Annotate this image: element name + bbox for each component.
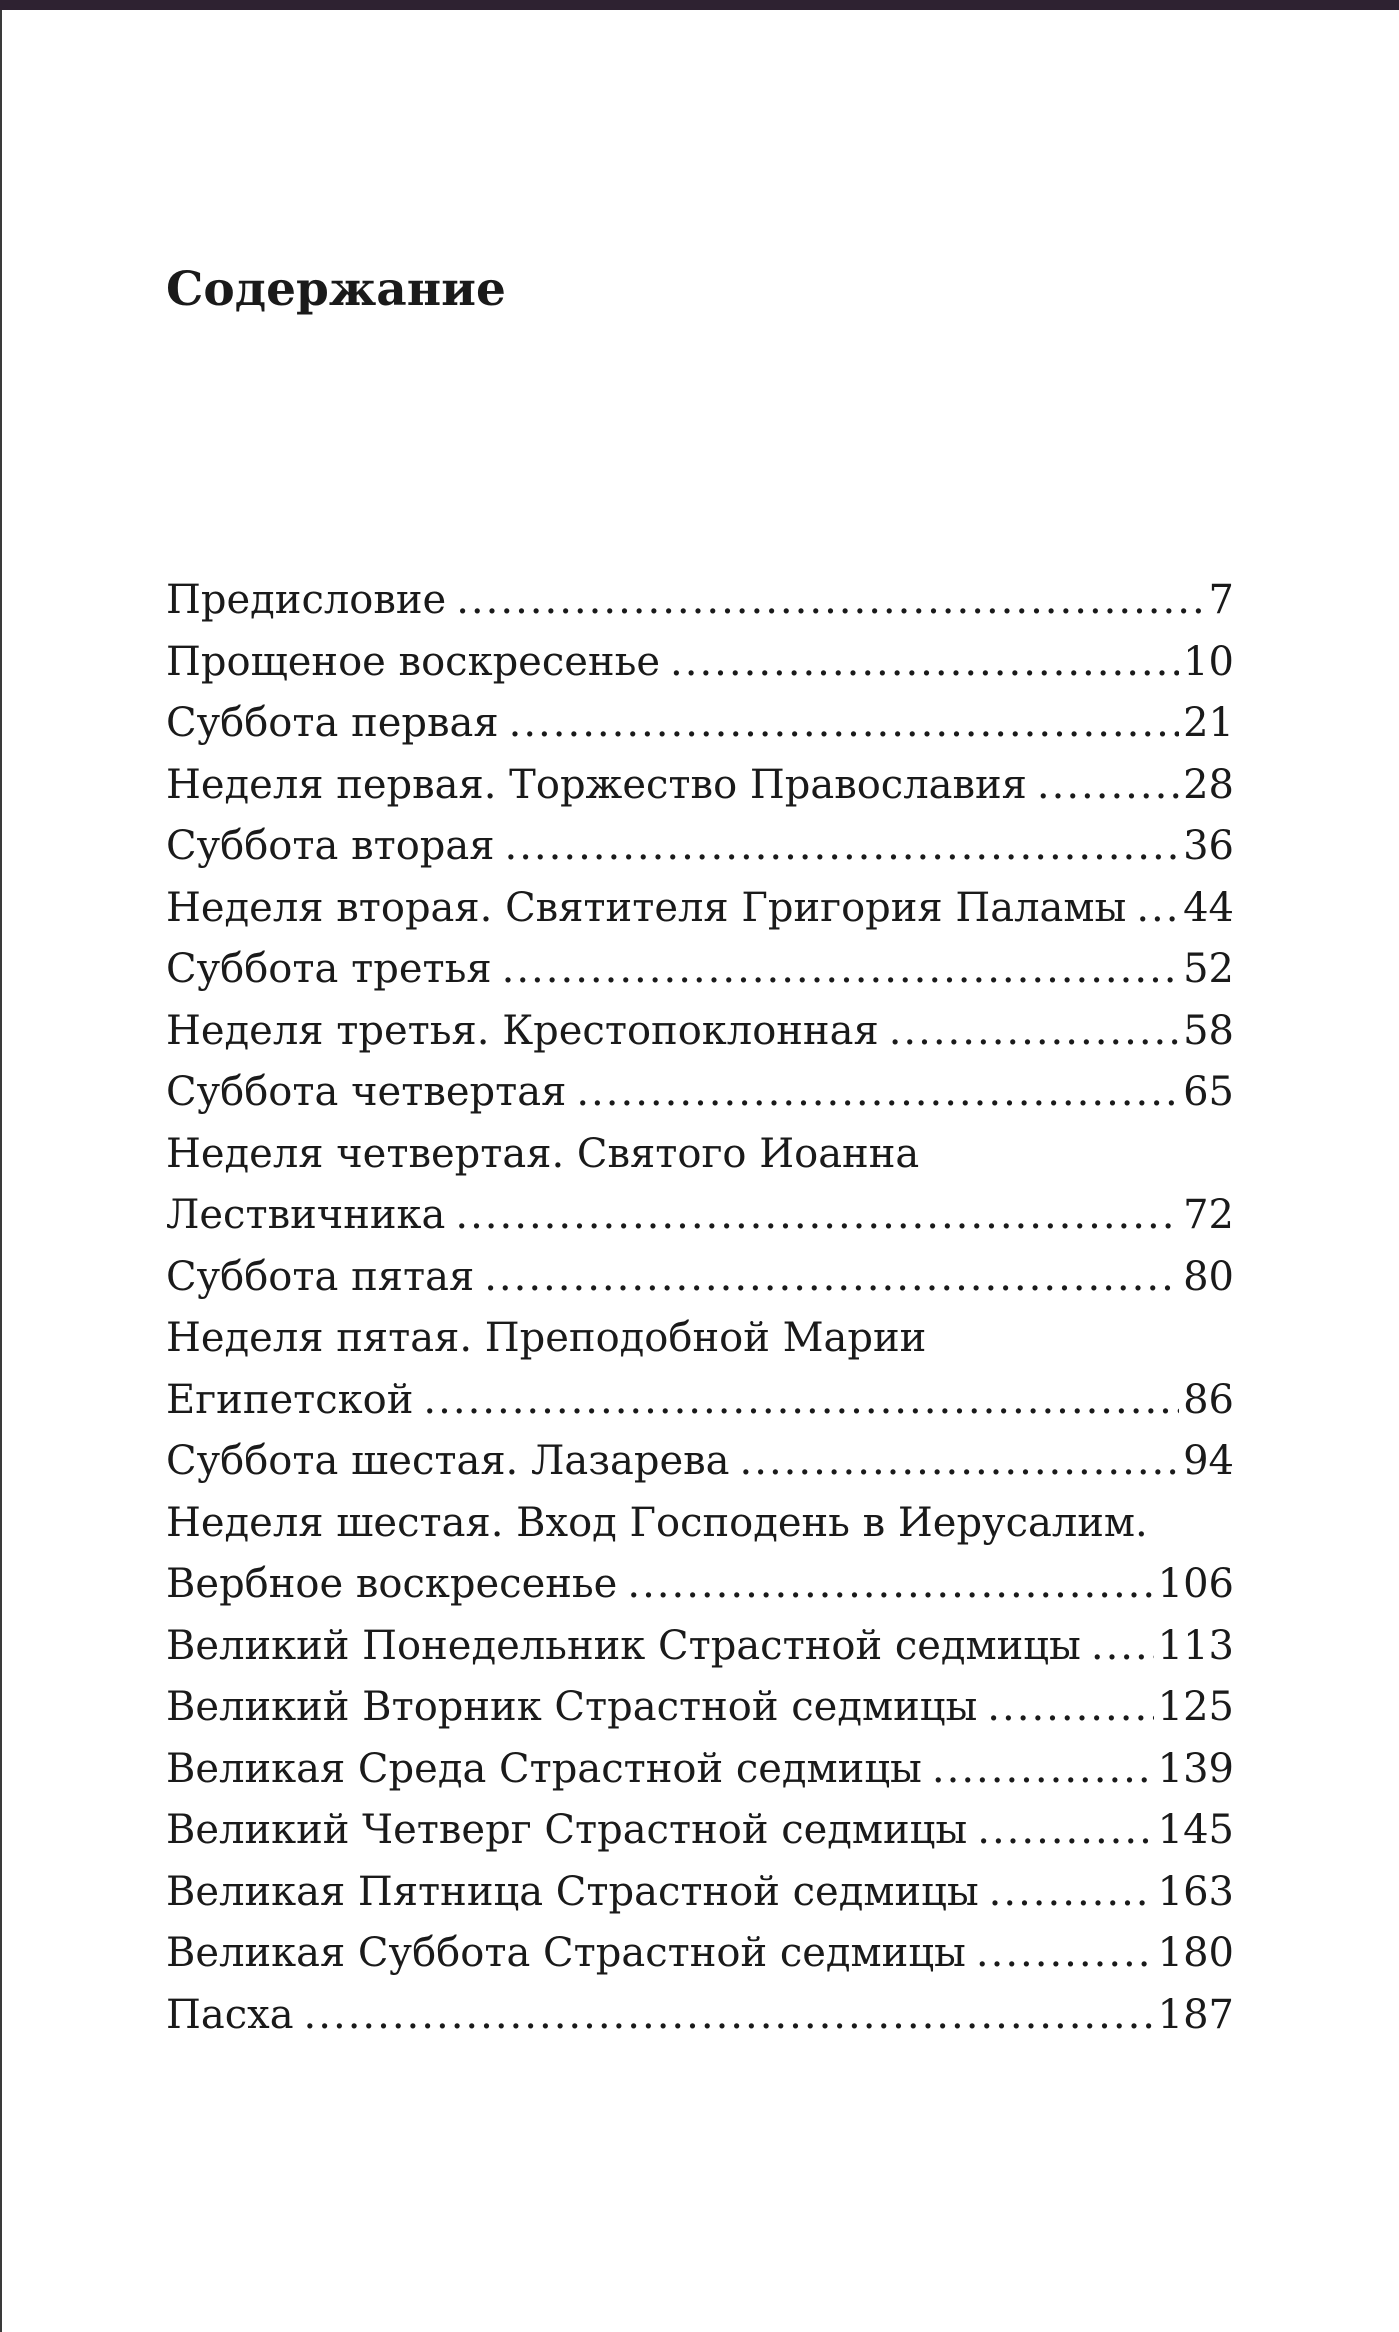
- toc-entry-title: Суббота четвертая: [166, 1069, 567, 1115]
- toc-entry[interactable]: [166, 693, 1234, 755]
- toc-leader-dots: [304, 1985, 1154, 2047]
- toc-leader-dots: [456, 570, 1204, 632]
- toc-entry[interactable]: [166, 1554, 1234, 1616]
- toc-entry-title: Великая Пятница Страстной седмицы: [166, 1868, 979, 1915]
- toc-leader-dots: [1037, 755, 1179, 817]
- toc-leader-dots: [509, 693, 1179, 755]
- toc-entry[interactable]: [166, 1185, 1234, 1247]
- toc-entry[interactable]: [166, 1985, 1234, 2047]
- toc-leader-dots: [740, 1431, 1180, 1493]
- toc-entry-page-number: 36: [1183, 823, 1234, 869]
- toc-entry-title: Пасха: [166, 1991, 294, 2038]
- table-of-contents: [166, 570, 1234, 2046]
- toc-entry[interactable]: [166, 1923, 1234, 1985]
- toc-entry-page-number: 187: [1157, 1991, 1234, 2038]
- toc-leader-dots: [932, 1739, 1154, 1801]
- toc-entry-page-number: 163: [1157, 1868, 1234, 1915]
- toc-entry[interactable]: [166, 1247, 1234, 1309]
- toc-entry-page-number: 10: [1183, 638, 1234, 685]
- toc-leader-dots: [1091, 1616, 1154, 1678]
- toc-entry-title: Суббота первая: [166, 700, 499, 746]
- toc-entry-page-number: 180: [1157, 1930, 1234, 1976]
- toc-entry-page-number: 113: [1157, 1622, 1234, 1669]
- toc-leader-dots: [889, 1001, 1179, 1063]
- toc-leader-dots: [987, 1677, 1153, 1739]
- toc-entry[interactable]: [166, 1062, 1234, 1124]
- toc-leader-dots: [670, 632, 1179, 694]
- toc-entry-page-number: 86: [1183, 1376, 1234, 1423]
- toc-entry-title: Великий Вторник Страстной седмицы: [166, 1684, 978, 1730]
- toc-entry[interactable]: [166, 1739, 1234, 1801]
- toc-entry[interactable]: [166, 1862, 1234, 1924]
- toc-entry-page-number: 21: [1183, 700, 1234, 746]
- toc-entry-title: Неделя шестая. Вход Господень в Иерусалим.: [166, 1499, 1148, 1546]
- toc-entry-page-number: 94: [1183, 1438, 1234, 1484]
- toc-entry-title: Суббота вторая: [166, 823, 495, 869]
- toc-entry-page-number: 44: [1183, 884, 1234, 931]
- toc-entry-page-number: 72: [1183, 1192, 1234, 1238]
- page-left-edge: [0, 10, 2, 2332]
- toc-leader-dots: [455, 1185, 1179, 1247]
- toc-entry-title: Суббота шестая. Лазарева: [166, 1438, 730, 1484]
- toc-leader-dots: [1136, 878, 1179, 940]
- toc-entry-page-number: 65: [1183, 1069, 1234, 1115]
- toc-leader-dots: [505, 816, 1180, 878]
- toc-entry-page-number: 145: [1157, 1807, 1234, 1853]
- toc-entry[interactable]: [166, 1800, 1234, 1862]
- toc-entry-title: Неделя первая. Торжество Православия: [166, 761, 1027, 808]
- toc-entry[interactable]: [166, 1616, 1234, 1678]
- toc-leader-dots: [484, 1247, 1179, 1309]
- toc-leader-dots: [976, 1923, 1154, 1985]
- toc-entry[interactable]: [166, 632, 1234, 694]
- toc-entry[interactable]: [166, 1493, 1234, 1555]
- toc-entry[interactable]: [166, 1124, 1234, 1186]
- toc-entry-title: Великий Четверг Страстной седмицы: [166, 1807, 968, 1853]
- toc-entry-title: Предисловие: [166, 577, 447, 623]
- toc-entry-title: Вербное воскресенье: [166, 1561, 618, 1607]
- toc-entry-title: Великая Среда Страстной седмицы: [166, 1745, 922, 1792]
- toc-entry-title: Неделя третья. Крестопоклонная: [166, 1007, 879, 1054]
- toc-entry-page-number: 52: [1183, 946, 1234, 992]
- toc-entry[interactable]: [166, 816, 1234, 878]
- toc-entry-title: Египетской: [166, 1376, 414, 1423]
- toc-entry-page-number: 139: [1157, 1745, 1234, 1792]
- toc-entry[interactable]: [166, 755, 1234, 817]
- toc-entry-page-number: 28: [1183, 761, 1234, 808]
- toc-entry-page-number: 7: [1208, 577, 1234, 623]
- toc-entry[interactable]: [166, 939, 1234, 1001]
- toc-entry-page-number: 58: [1183, 1007, 1234, 1054]
- toc-entry-title: Великая Суббота Страстной седмицы: [166, 1930, 966, 1976]
- toc-entry-title: Прощеное воскресенье: [166, 638, 661, 685]
- toc-entry-title: Великий Понедельник Страстной седмицы: [166, 1622, 1081, 1669]
- toc-entry[interactable]: [166, 1677, 1234, 1739]
- toc-entry-title: Суббота пятая: [166, 1253, 475, 1300]
- toc-leader-dots: [502, 939, 1179, 1001]
- toc-entry[interactable]: [166, 1370, 1234, 1432]
- toc-entry-page-number: 125: [1157, 1684, 1234, 1730]
- toc-entry-page-number: 106: [1157, 1561, 1234, 1607]
- page-title: Содержание: [166, 262, 506, 317]
- toc-leader-dots: [627, 1554, 1153, 1616]
- toc-entry[interactable]: [166, 1308, 1234, 1370]
- toc-entry[interactable]: [166, 1431, 1234, 1493]
- toc-entry-title: Неделя вторая. Святителя Григория Паламы: [166, 884, 1127, 931]
- toc-entry-title: Неделя четвертая. Святого Иоанна: [166, 1130, 920, 1177]
- top-border-bar: [0, 0, 1399, 10]
- toc-leader-dots: [576, 1062, 1179, 1124]
- toc-entry-title: Лествичника: [166, 1192, 446, 1238]
- toc-leader-dots: [977, 1800, 1153, 1862]
- toc-entry-title: Неделя пятая. Преподобной Марии: [166, 1315, 927, 1361]
- toc-entry[interactable]: [166, 878, 1234, 940]
- toc-entry[interactable]: [166, 570, 1234, 632]
- toc-entry[interactable]: [166, 1001, 1234, 1063]
- toc-entry-page-number: 80: [1183, 1253, 1234, 1300]
- toc-leader-dots: [423, 1370, 1179, 1432]
- toc-leader-dots: [989, 1862, 1154, 1924]
- toc-entry-title: Суббота третья: [166, 946, 492, 992]
